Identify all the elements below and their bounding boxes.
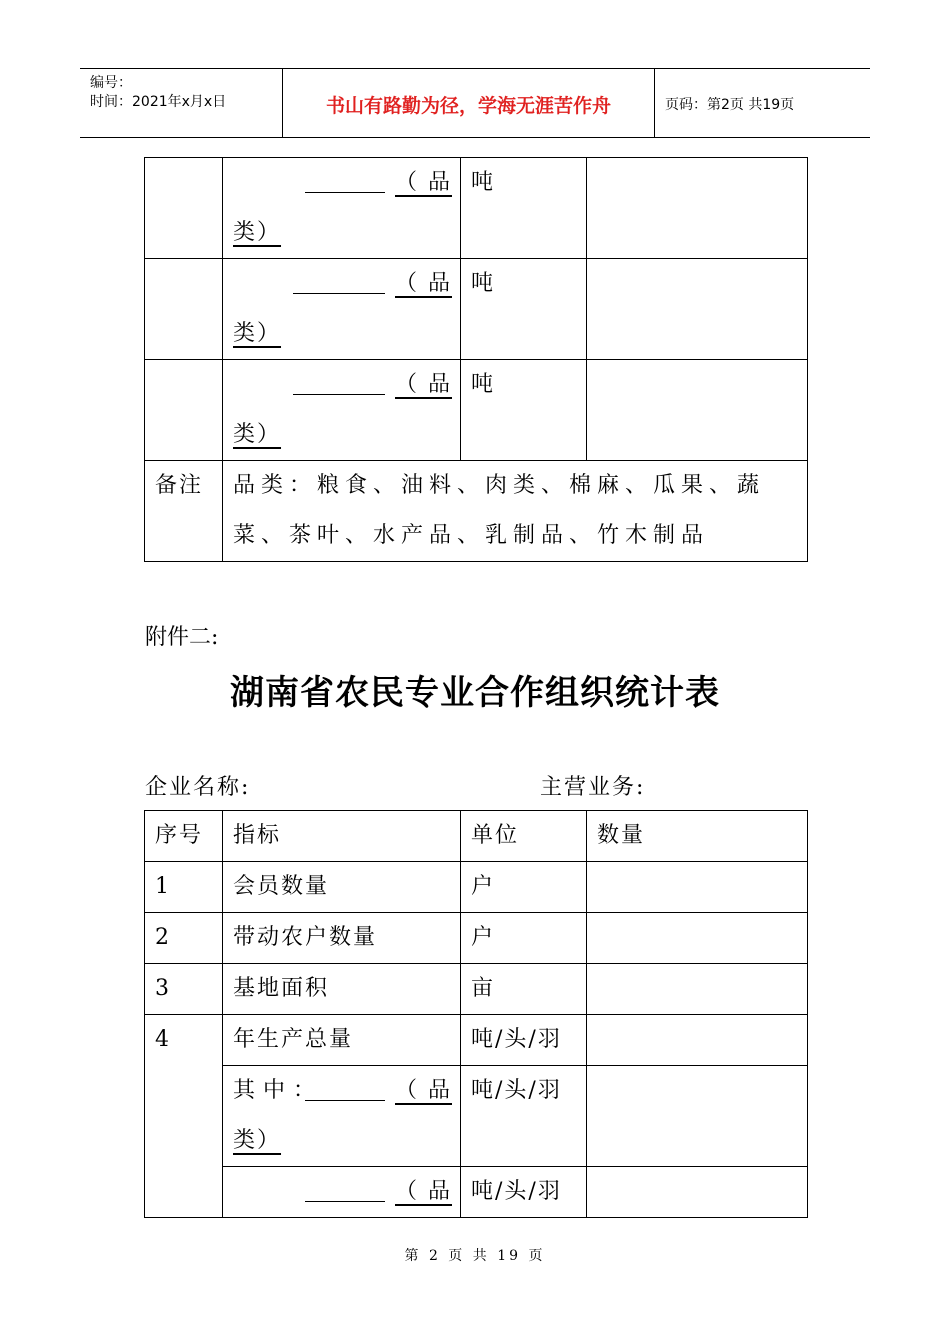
row-no: 2: [145, 913, 223, 964]
header-motto-cell: [283, 69, 655, 137]
table-row: [145, 862, 808, 913]
note-text: 品类：粮食、油料、肉类、棉麻、瓜果、蔬菜、茶叶、水产品、乳制品、竹木制品: [223, 461, 808, 562]
row-unit: 吨/头/羽: [461, 1015, 587, 1066]
table-row: [145, 964, 808, 1015]
subrow-prefix: 其中：: [233, 1078, 324, 1103]
row-quantity: [587, 913, 808, 964]
main-business-label: 主营业务:: [540, 775, 646, 800]
category-blank-open: （ 品: [395, 170, 452, 195]
row-quantity: [587, 1015, 808, 1066]
unit-cell: 吨: [461, 360, 587, 461]
category-blank-cell: [223, 360, 461, 461]
page-header: [80, 68, 870, 138]
value-cell: [587, 259, 808, 360]
category-blank-cell: [223, 1167, 461, 1218]
header-indicator: 指标: [223, 811, 461, 862]
company-name-label: 企业名称:: [145, 775, 251, 800]
header-page-cell: [655, 69, 870, 137]
row-unit: 吨/头/羽: [461, 1066, 587, 1167]
header-quantity: 数量: [587, 811, 808, 862]
note-label: 备注: [145, 461, 223, 562]
category-blank-close: 类）: [233, 422, 282, 447]
note-row: [145, 461, 808, 562]
row-no: 4: [145, 1015, 223, 1218]
category-blank-open: （ 品: [395, 271, 452, 296]
table-header-row: [145, 811, 808, 862]
row-unit: 户: [461, 913, 587, 964]
table-row: [145, 158, 808, 259]
table-subrow: [145, 1167, 808, 1218]
value-cell: [587, 360, 808, 461]
table-row: [145, 259, 808, 360]
row-quantity: [587, 862, 808, 913]
category-blank-open: （ 品: [395, 372, 452, 397]
top-table: [144, 157, 808, 562]
category-blank-cell: [223, 158, 461, 259]
row-indicator: 带动农户数量: [223, 913, 461, 964]
category-blank-cell: [223, 259, 461, 360]
attachment-label: 附件二:: [145, 625, 219, 650]
row-quantity: [587, 964, 808, 1015]
category-blank-cell: [223, 1066, 461, 1167]
row-indicator: 年生产总量: [223, 1015, 461, 1066]
page-footer: 第 2 页 共 19 页: [404, 1248, 546, 1264]
table-subrow: [145, 1066, 808, 1167]
stats-table: [144, 810, 808, 1218]
page-info: 页码：第2页 共19页: [665, 97, 795, 113]
unit-cell: 吨: [461, 259, 587, 360]
page-title: 湖南省农民专业合作组织统计表: [230, 673, 720, 713]
value-cell: [587, 158, 808, 259]
row-no: 1: [145, 862, 223, 913]
row-indicator: 基地面积: [223, 964, 461, 1015]
date-label: 时间：2021年x月x日: [90, 94, 227, 110]
header-unit: 单位: [461, 811, 587, 862]
category-blank-close: 类）: [233, 220, 282, 245]
header-meta: [80, 69, 283, 137]
table-row: [145, 1015, 808, 1066]
row-no: 3: [145, 964, 223, 1015]
table-row: [145, 913, 808, 964]
row-unit: 亩: [461, 964, 587, 1015]
row-unit: 吨/头/羽: [461, 1167, 587, 1218]
unit-cell: 吨: [461, 158, 587, 259]
header-no: 序号: [145, 811, 223, 862]
row-quantity: [587, 1066, 808, 1167]
row-indicator: 会员数量: [223, 862, 461, 913]
row-quantity: [587, 1167, 808, 1218]
category-blank-open: （ 品: [395, 1078, 452, 1103]
row-unit: 户: [461, 862, 587, 913]
motto: 书山有路勤为径，学海无涯苦作舟: [325, 95, 611, 117]
category-blank-close: 类）: [233, 321, 282, 346]
number-label: 编号：: [90, 75, 132, 91]
category-blank-close: 类）: [233, 1128, 282, 1153]
category-blank-open: （ 品: [395, 1179, 452, 1204]
table-row: [145, 360, 808, 461]
